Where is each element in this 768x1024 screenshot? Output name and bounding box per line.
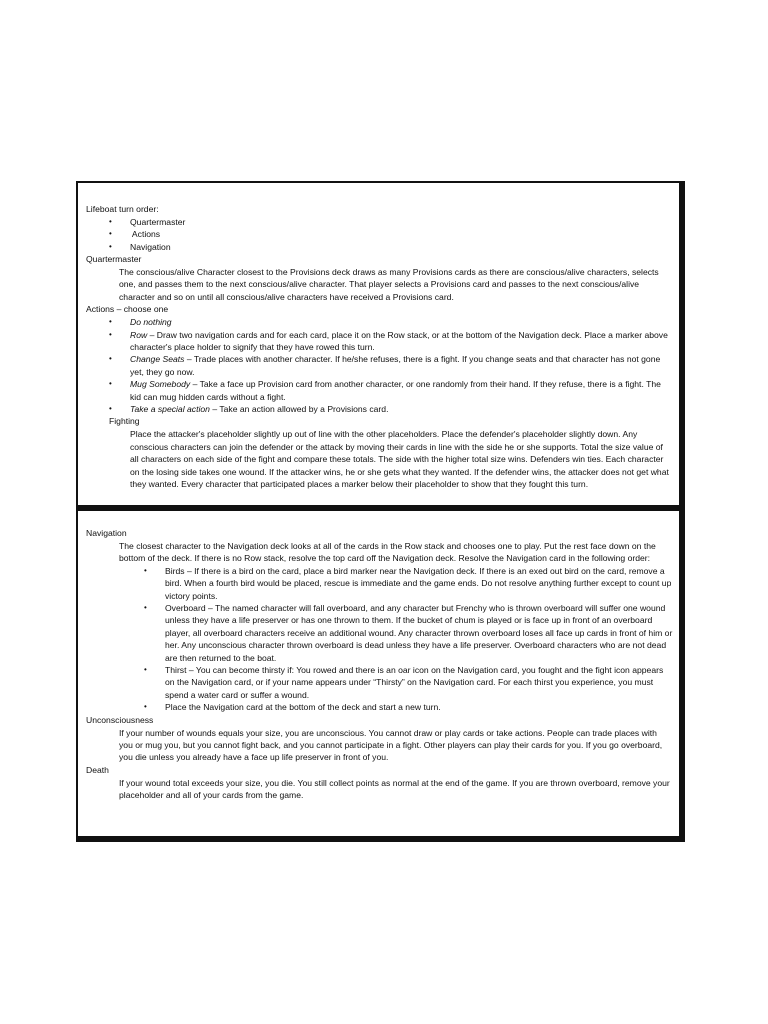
turn-order-heading: Lifeboat turn order: — [86, 204, 159, 214]
action-item: • Take a special action – Take an action allowed by a Provisions card. — [109, 404, 389, 414]
action-item: • Row – Draw two navigation cards and for each card, place it on the Row stack, or at the bottom of the Navigation deck. Place a marker above character's place holder to signify that they have rowed this turn. — [109, 329, 668, 352]
bullet-icon: • — [109, 216, 112, 226]
bullet-icon: • — [144, 664, 147, 674]
bullet-icon: • — [109, 404, 112, 413]
bullet-icon: • — [144, 702, 147, 712]
rules-card-turn-order — [76, 181, 685, 511]
quartermaster-heading: Quartermaster — [86, 254, 142, 265]
bullet-icon: • — [109, 317, 112, 327]
bullet-icon: • — [109, 229, 112, 239]
bullet-icon: • — [144, 565, 147, 575]
action-item — [109, 316, 673, 328]
bullet-icon: • — [144, 602, 147, 612]
bullet-icon: • — [109, 241, 112, 251]
action-item: • Change Seats – Trade places with another character. If he/she refuses, there is a fight. If you change seats and that character has not gone yet, they go now. — [109, 354, 661, 377]
list-item: • Place the Navigation card at the bottom of the deck and start a new turn. — [144, 702, 441, 713]
list-item: • Birds – If there is a bird on the card, place a bird marker near the Navigation deck. If there is an exed out bird on the card, remove a bird. When a fourth bird would be placed, rescue is immediate and the game ends. Do not resolve anything further except to count up victory points. — [144, 565, 672, 601]
navigation-text: The closest character to the Navigation deck looks at all of the cards in the Row stack and chooses one to play. Put the rest face down on the bottom of the deck. If there is no Row stack, resolve the top card off the Navigation deck. Resolve the Navigation card in the following order: — [119, 540, 656, 564]
death-heading: Death — [86, 764, 109, 775]
actions-heading: Actions – choose one — [86, 304, 169, 315]
bullet-icon: • — [109, 354, 112, 364]
list-item: • Thirst – You can become thirsty if: You rowed and there is an oar icon on the Navigation card, you fought and the fight icon appears on the Navigation card, or if your name appears under “Thirsty” on the Navigation card. For each thirst you experience, you must spend a water card or suffer a wound. — [144, 664, 664, 700]
action-name: Row — [130, 329, 148, 340]
list-item: • Navigation — [109, 241, 171, 252]
bullet-icon: • — [109, 379, 112, 389]
list-item: • Quartermaster — [109, 216, 186, 227]
list-item: • Actions — [109, 229, 161, 240]
list-item: • Overboard – The named character will fall overboard, and any character but Frenchy who is thrown overboard will suffer one wound unless they have a life preserver or has one thrown to them. If the bucket of chum is played or is face up in front of an overboard player, all overboard characters receive an additional wound. Any character thrown overboard loses all face up cards in front of him or her. Any unconscious character thrown overboard is dead unless they have a life preserver. Overboard characters who are not dead are then returned to the boat. — [144, 602, 673, 663]
unconsciousness-text: If your number of wounds equals your size, you are unconscious. You cannot draw or play cards or take actions. People can trade places with you or mug you, but you cannot fight back, and you cannot participate in a fight. Other players can play their cards for you. If you go overboard, you die unless you already have a face up life preserver in front of you. — [119, 727, 663, 763]
navigation-heading: Navigation — [86, 528, 127, 538]
action-name: Change Seats — [130, 354, 185, 365]
fighting-text: Place the attacker's placeholder slightly up out of line with the other placeholders. Place the defender's placeholder slightly down. Any conscious characters can join the defender or the attack by moving their cards in line with the side he or she supports. Total the size value of all characters on each side of the fight and compare these totals. The side with the higher total size wins. Defenders win ties. Each character on the losing side takes one wound. If the attacker wins, he or she gets what they wanted. If the defender wins, the attacker does not get what they wanted. Every character that participated places a marker below their placeholder to show that they fought this turn. — [130, 429, 669, 489]
unconsciousness-heading: Unconsciousness — [86, 714, 154, 725]
action-name: Do nothing — [130, 317, 172, 328]
bullet-icon: • — [109, 329, 112, 339]
death-text: If your wound total exceeds your size, you die. You still collect points as normal at the end of the game. If you are thrown overboard, remove your placeholder and all of your cards from the game. — [119, 777, 670, 801]
action-name: Mug Somebody — [130, 379, 191, 390]
rules-card-navigation — [76, 511, 685, 842]
fighting-heading: Fighting — [109, 416, 140, 427]
action-name: Take a special action — [130, 404, 210, 414]
quartermaster-text: The conscious/alive Character closest to the Provisions deck draws as many Provisions cards as there are conscious/alive characters, selects one, and passes them to the next conscious/alive character. That player selects a Provisions card and passes to the next conscious/alive character and so on until all conscious/alive characters have received a Provisions card. — [119, 267, 659, 302]
action-item: • Mug Somebody – Take a face up Provision card from another character, or one randomly from their hand. If they refuse, there is a fight. The kid can mug hidden cards without a fight. — [109, 379, 661, 402]
